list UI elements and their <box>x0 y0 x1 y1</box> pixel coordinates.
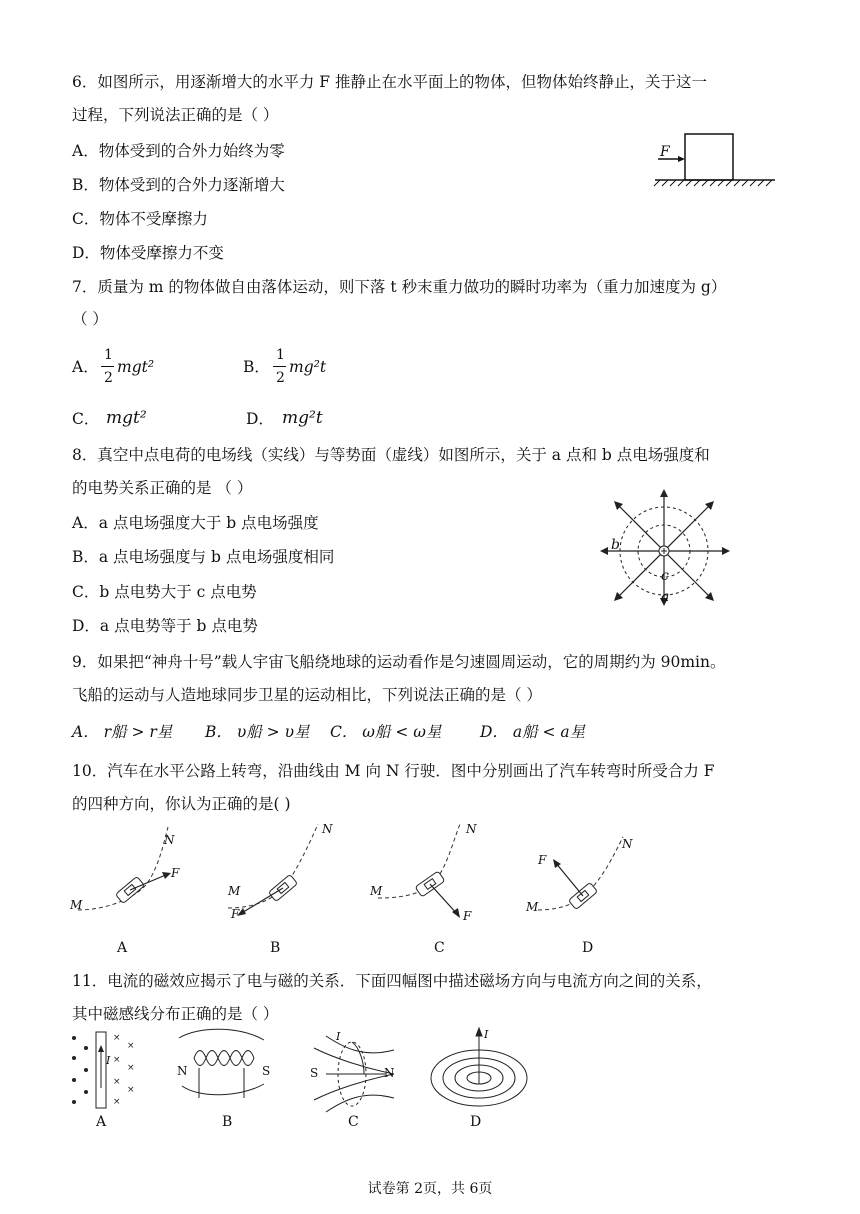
q11-d-current-label: I <box>484 1028 489 1041</box>
q10-a-F: F <box>171 866 180 880</box>
q9-option-b: B． υ船 > υ星 <box>205 723 310 741</box>
q7-option-d-label: D． <box>246 410 274 428</box>
q7-frac-num-a: 1 <box>104 347 113 363</box>
q10-a-M: M <box>70 898 83 912</box>
q6-stem-line1: 6．如图所示，用逐渐增大的水平力 F 推静止在水平面上的物体，但物体始终静止，关于这一 <box>72 73 707 91</box>
q10-d-M: M <box>526 900 539 914</box>
q6-option-c: C．物体不受摩擦力 <box>72 210 208 228</box>
q10-b-F: F <box>231 907 240 921</box>
q10-fig-d <box>538 837 623 910</box>
q7-stem-line1: 7．质量为 m 的物体做自由落体运动，则下落 t 秒末重力做功的瞬时功率为（重力加速度为 g） <box>72 278 727 296</box>
q6-stem-line2: 过程，下列说法正确的是（ ） <box>72 106 279 124</box>
q11-c-current-label: I <box>336 1030 341 1043</box>
q8-option-c: C．b 点电势大于 c 点电势 <box>72 583 257 601</box>
q10-a-N: N <box>164 833 175 847</box>
q10-d-N: N <box>622 837 633 851</box>
q7-option-a-label: A． <box>72 358 99 376</box>
svg-text:×: × <box>113 1097 121 1107</box>
q8-option-b: B．a 点电场强度与 b 点电场强度相同 <box>72 548 335 566</box>
q10-b-M: M <box>228 884 241 898</box>
q10-c-F: F <box>463 909 472 923</box>
q10-fig-c <box>378 824 460 918</box>
q9-stem-line1: 9．如果把“神舟十号”载人宇宙飞船绕地球的运动看作是匀速圆周运动，它的周期约为 90min。 <box>72 653 726 671</box>
q10-b-N: N <box>322 822 333 836</box>
q7-option-c-label: C． <box>72 410 100 428</box>
q7-option-b-label: B． <box>243 358 270 376</box>
svg-text:×: × <box>127 1063 135 1073</box>
q11-c-s-label: S <box>310 1066 319 1080</box>
q11-figure-label-d: D <box>470 1114 482 1130</box>
q7-option-a-expr: mgt² <box>117 358 155 376</box>
q8-point-b-label: b <box>611 537 620 553</box>
q11-fig-a <box>72 1032 135 1108</box>
q10-stem-line2: 的四种方向，你认为正确的是( ) <box>72 795 291 813</box>
q8-option-d: D．a 点电势等于 b 点电势 <box>72 617 258 635</box>
q7-stem-line2: （ ） <box>72 310 108 328</box>
q8-stem-line2: 的电势关系正确的是 （ ） <box>72 479 253 497</box>
q8-point-c-label: c <box>661 568 669 584</box>
q6-option-b: B．物体受到的合外力逐渐增大 <box>72 176 285 194</box>
q8-point-a-label: a <box>661 589 670 605</box>
q11-a-current-label: I <box>106 1054 111 1067</box>
q11-stem-line2: 其中磁感线分布正确的是（ ） <box>72 1005 279 1023</box>
q6-option-a: A．物体受到的合外力始终为零 <box>72 142 285 160</box>
q11-figure-label-c: C <box>348 1114 359 1130</box>
q11-figure-label-b: B <box>222 1114 233 1130</box>
q9-stem-line2: 飞船的运动与人造地球同步卫星的运动相比，下列说法正确的是（ ） <box>72 686 542 704</box>
q9-option-a: A． r船 > r星 <box>72 723 173 741</box>
q10-figure-car-turning <box>68 822 648 932</box>
q10-figure-label-a: A <box>117 940 128 956</box>
q7-option-b-expr: mg²t <box>289 358 327 376</box>
q10-c-M: M <box>370 884 383 898</box>
q11-fig-b <box>179 1029 264 1098</box>
q10-d-F: F <box>538 853 547 867</box>
q10-fig-b <box>228 824 318 916</box>
q7-option-d-expr: mg²t <box>282 408 323 428</box>
svg-text:×: × <box>113 1055 121 1065</box>
q10-c-N: N <box>466 822 477 836</box>
q10-figure-label-d: D <box>582 940 594 956</box>
q10-stem-line1: 10．汽车在水平公路上转弯，沿曲线由 M 向 N 行驶．图中分别画出了汽车转弯时所受合力 F <box>72 762 715 780</box>
q7-frac-den-a: 2 <box>104 370 113 386</box>
q11-b-n-label: N <box>177 1064 188 1078</box>
q10-fig-a <box>78 827 171 910</box>
q10-figure-label-c: C <box>434 940 445 956</box>
q11-b-s-label: S <box>262 1064 271 1078</box>
q11-c-n-label: N <box>384 1066 395 1080</box>
q6-option-d: D．物体受摩擦力不变 <box>72 244 224 262</box>
q9-option-c: C． ω船 < ω星 <box>330 723 442 741</box>
svg-text:×: × <box>127 1041 135 1051</box>
svg-text:×: × <box>113 1033 121 1043</box>
q8-stem-line1: 8．真空中点电荷的电场线（实线）与等势面（虚线）如图所示，关于 a 点和 b 点电场强度和 <box>72 446 710 464</box>
q11-stem-line1: 11．电流的磁效应揭示了电与磁的关系．下面四幅图中描述磁场方向与电流方向之间的关系， <box>72 972 712 990</box>
q7-frac-den-b: 2 <box>276 370 285 386</box>
q11-figure-magnetic-fields <box>64 1028 534 1114</box>
q6-force-label: F <box>660 144 670 160</box>
q11-figure-label-a: A <box>96 1114 107 1130</box>
q7-frac-num-b: 1 <box>276 347 285 363</box>
q7-option-c-expr: mgt² <box>106 408 147 428</box>
q10-figure-label-b: B <box>270 940 281 956</box>
q11-fig-c <box>314 1036 394 1112</box>
q9-option-d: D． a船 < a星 <box>480 723 586 741</box>
q11-fig-d <box>431 1028 527 1106</box>
svg-text:×: × <box>127 1085 135 1095</box>
q8-option-a: A．a 点电场强度大于 b 点电场强度 <box>72 514 319 532</box>
page-footer: 试卷第 2页，共 6页 <box>367 1181 493 1197</box>
svg-text:×: × <box>113 1077 121 1087</box>
